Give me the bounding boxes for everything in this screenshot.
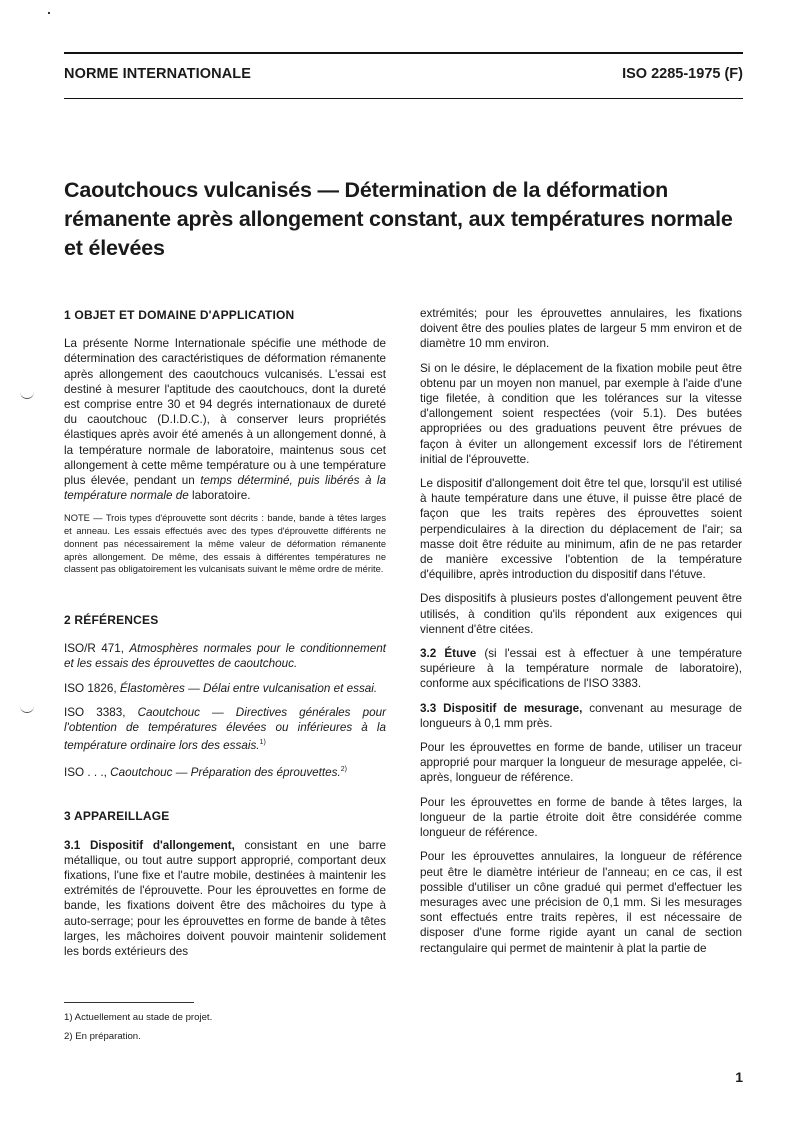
clause-text: convenant au mesurage de longueurs à 0,1 mm près. [420,701,742,730]
section-1-note: NOTE — Trois types d'éprouvette sont décrits : bande, bande à têtes larges et anneau. Les essais effectués avec des types d'éprouvette différents ne donnent pas nécessairement la même valeur de déformation rémanente après allongement. De même, des essais à différentes températures ne classent pas obligatoirement les vulcanisats suivant le même ordre de mérite. [64,513,386,575]
footnote-ref: 2) [340,766,347,774]
ref-title: Élastomères — Délai entre vulcanisation et essai. [119,681,378,695]
clause-text: (si l'essai est à effectuer à une température supérieure à la température normale de laboratoire), conforme aux spécifications de l'ISO 3383. [420,647,742,691]
document-title: Caoutchoucs vulcanisés — Détermination de la déformation rémanente après allongement constant, aux températures normale et élevées [64,178,733,260]
reference-iso-prep [64,762,386,780]
header-standard-type: NORME INTERNATIONALE [64,66,252,82]
clause-title: Étuve [444,647,477,661]
s1-text-end: laboratoire. [188,489,251,503]
page-number: 1 [735,1069,743,1085]
header-rule-bottom [64,98,743,99]
scan-speck [48,12,50,14]
reference-iso-3383 [64,705,386,754]
clause-text: consistant en une barre métallique, ou tout autre support approprié, comportant deux fixations, l'une fixe et l'autre mobile, destinées à maintenir les extrémités de l'éprouvette. Pour les éprouvettes en forme de bande, les fixations doivent être des mâchoires du type à auto-serrage; pour les éprouvettes en forme de bande à têtes larges, les mâchoires doivent pouvoir maintenir solidement les bords extérieurs des [64,838,386,958]
clause-3-1-para-2: Si on le désire, le déplacement de la fixation mobile peut être obtenu par un moyen non manuel, par exemple à l'aide d'une tige filetée, à condition que les tolérances sur la vitesse d'allongement soient respectées (voir 5.1). Des butées appropriées ou des graduations peuvent être prévues de façon à éviter un allongement excessif lors de l'étirement initial de l'éprouvette. [420,361,742,466]
ref-code: ISO 3383, [64,705,138,719]
footnote-2: 2) En préparation. [64,1031,141,1042]
ref-code: ISO 1826, [64,681,120,695]
clause-number: 3.2 [420,647,445,661]
right-column [420,306,742,965]
header-rule-top [64,52,743,54]
header-standard-number: ISO 2285-1975 (F) [622,66,743,82]
clause-3-1-continued: extrémités; pour les éprouvettes annulaires, les fixations doivent être des poulies plates de largeur 5 mm environ et de diamètre 10 mm environ. [420,307,742,351]
reference-iso-r471 [64,641,386,671]
footnote-ref: 1) [259,739,266,747]
footnote-1: 1) Actuellement au stade de projet. [64,1012,213,1023]
ref-title: Caoutchouc — Directives générales pour l'obtention de températures élevées ou inférieures à la température ordinaire lors des essais. [64,705,386,753]
clause-3-3-para-2: Pour les éprouvettes en forme de bande, utiliser un traceur approprié pour marquer la longueur de mesurage appelée, ci-après, longueur de référence. [420,741,742,785]
section-1-paragraph [64,336,386,503]
clause-3-1 [64,838,386,960]
footnote-rule [64,1002,194,1003]
ref-title: Caoutchouc — Préparation des éprouvettes. [110,766,341,780]
clause-number: 3.1 [64,838,90,852]
clause-3-1-para-3: Le dispositif d'allongement doit être tel que, lorsqu'il est utilisé à haute température dans une étuve, il puisse être placé de façon que les traits repères des éprouvettes soient perpendiculaires à la direction du déplacement de l'air; sa masse doit être réduite au minimum, afin de ne pas retarder de manière excessive l'obtention de la température d'équilibre, après introduction du dispositif dans l'étuve. [420,477,742,582]
clause-title: Dispositif de mesurage, [443,701,583,715]
section-1-heading: 1 OBJET ET DOMAINE D'APPLICATION [64,308,295,322]
margin-mark [20,702,34,713]
clause-3-3 [420,701,742,731]
section-3-heading: 3 APPAREILLAGE [64,809,170,824]
clause-3-1-para-4: Des dispositifs à plusieurs postes d'allongement peuvent être utilisés, à condition qu'ils répondent aux exigences qui viennent d'être citées. [420,592,742,636]
left-column [64,308,386,968]
clause-3-3-para-4: Pour les éprouvettes annulaires, la longueur de référence peut être le diamètre intérieur de l'anneau; en ce cas, il est possible d'utiliser un cône gradué qui permet d'effectuer les mesurages avec une précision de 0,1 mm. Si les mesurages sont effectués entre traits repères, il est nécessaire de disposer d'une forme rigide ayant un canal de section rectangulaire qui permet de maintenir à plat la partie de [420,850,742,955]
ref-code: ISO/R 471, [64,642,130,656]
reference-iso-1826 [64,681,386,696]
section-2-heading: 2 RÉFÉRENCES [64,612,159,627]
ref-code: ISO . . ., [64,766,111,780]
s1-text-italic: temps déterminé, puis libérés à la température normale de [64,474,386,503]
s1-text: La présente Norme Internationale spécifie une méthode de détermination des caractéristiques de déformation rémanente après allongement des caoutchoucs vulcanisés. L'essai est destiné à mesurer l'aptitude des caoutchoucs, dont la dureté est comprise entre 30 et 94 degrés internationaux de dureté du caoutchouc (D.I.D.C.), à conserver leurs propriétés élastiques après avoir été amenés à un allongement donné, à la température normale de laboratoire, maintenus sous cet allongement à cette même température ou à une température plus élevée, pendant un [64,337,386,488]
clause-3-2 [420,646,742,692]
clause-3-3-para-3: Pour les éprouvettes en forme de bande à têtes larges, la longueur de la partie étroite doit être considérée comme longueur de référence. [420,795,742,840]
clause-title: Dispositif d'allongement, [89,838,235,852]
clause-number: 3.3 [420,701,444,715]
margin-mark [20,388,34,399]
ref-title: Atmosphères normales pour le conditionnement et les essais des éprouvettes de caoutchouc. [64,642,386,671]
